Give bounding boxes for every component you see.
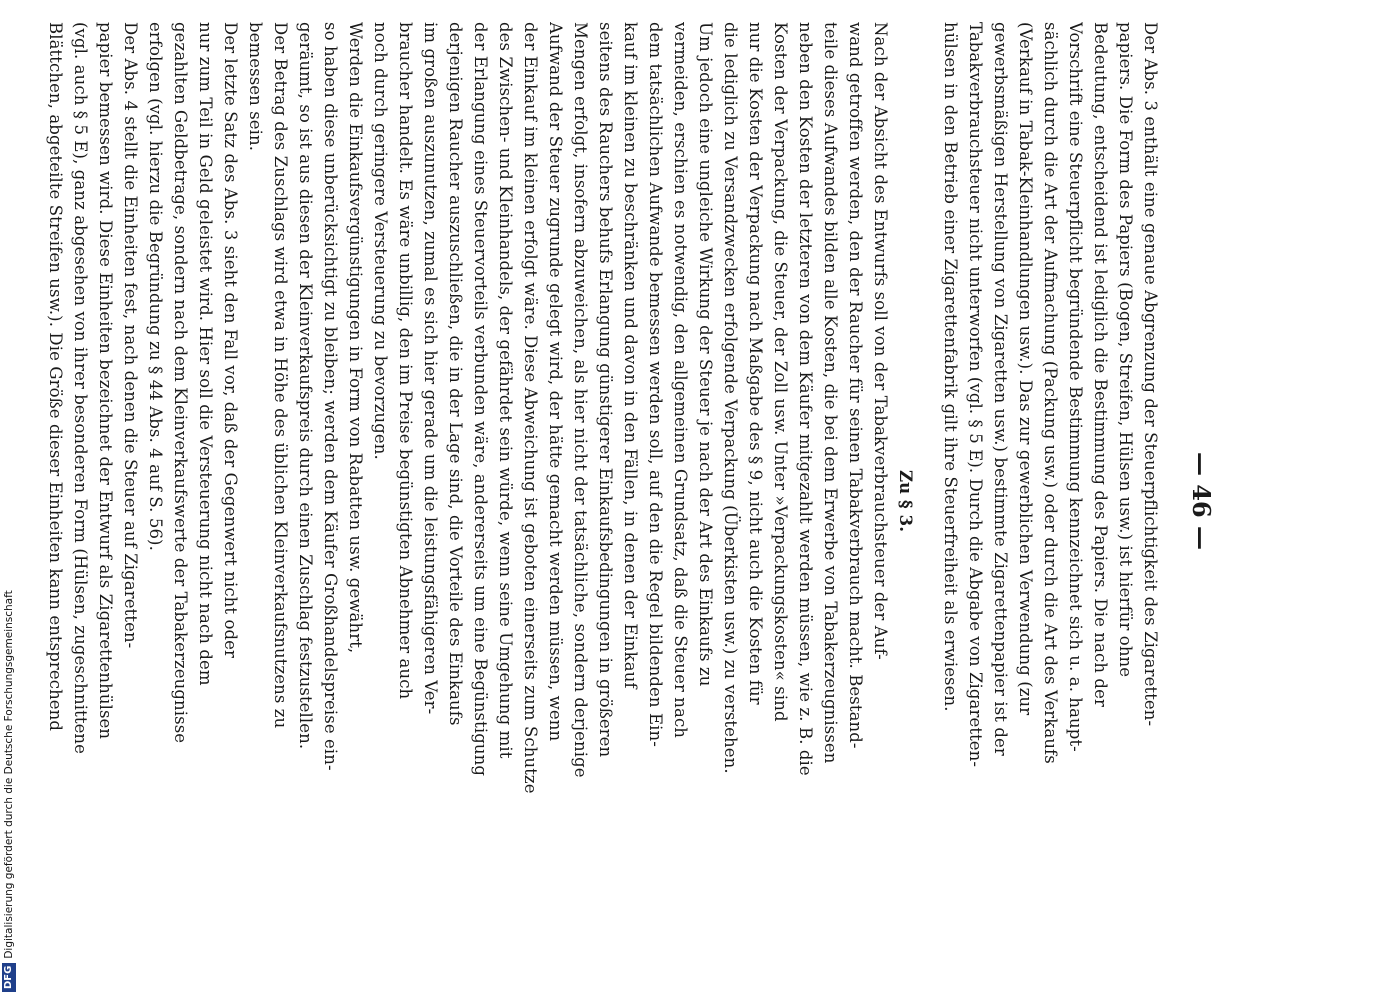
page-number: — 46 — [1187,451,1216,551]
text-line: noch durch geringere Versteuerung zu bevorzugen. [371,22,390,460]
text-line: Werden die Einkaufsvergünstigungen in Form von Rabatten usw. gewährt, [346,22,365,654]
text-line: Vorschrift eine Steuerpflicht begründende Bestimmung kennzeichnet sich u. a. haupt- [1066,22,1085,752]
section-paragraph-1 [718,22,893,980]
digitization-note: Digitalisierung gefördert durch die Deutsche Forschungsgemeinschaft [3,590,15,959]
text-line: Blättchen, abgeteilte Streifen usw.). Die Größe dieser Einheiten kann entsprechend [46,22,65,732]
text-line: neben den Kosten der letzteren von dem Käufer mitgezahlt werden müssen, wie z. B. die [796,22,815,776]
text-line: nur die Kosten der Verpackung nach Maßgabe des § 9, nicht auch die Kosten für [746,22,765,705]
text-line: so haben diese unberücksichtigt zu bleiben; werden dem Käufer Großhandelspreise ein- [321,22,340,771]
section-paragraph-5 [43,22,143,980]
text-line: sächlich durch die Art der Aufmachung (Packung usw.) oder durch die Art des Verkaufs [1041,22,1060,764]
text-line: bemessen sein. [246,22,265,152]
text-line: Der letzte Satz des Abs. 3 sieht den Fall vor, daß der Gegenwert nicht oder [221,22,240,659]
section-paragraph-4 [143,22,243,980]
text-line: Der Abs. 3 enthält eine genaue Abgrenzung der Steuerpflichtigkeit des Zigaretten- [1141,22,1160,727]
section-heading: Zu § 3. [896,469,915,533]
intro-paragraph [938,22,1163,980]
text-line: im großen auszunutzen, zumal es sich hier gerade um die leistungsfähigeren Ver- [421,22,440,715]
text-line: der Einkauf im kleinen erfolgt wäre. Diese Abweichung ist geboten einerseits zum Schutze [521,22,540,794]
page-text [43,22,1163,980]
text-line: des Zwischen- und Kleinhandels, der gefährdet sein würde, wenn seine Umgehung mit [496,22,515,759]
text-line: Der Betrag des Zuschlags wird etwa in Höhe des üblichen Kleinverkaufsnutzens zu [271,22,290,729]
text-line: braucher handelt. Es wäre unbillig, den im Preise begünstigten Abnehmer auch [396,22,415,700]
text-line: der Erlangung eines Steuervorteils verbunden wäre, andererseits um eine Begünstigung [471,22,490,777]
text-line: Tabakverbrauchsteuer nicht unterworfen (vgl. § 5 E). Durch die Abgabe von Zigaretten- [966,22,985,768]
text-line: derjenigen Raucher auszuschließen, die in der Lage sind, die Vorteile des Einkaufs [446,22,465,726]
text-line: Um jedoch eine ungleiche Wirkung der Steuer je nach der Art des Einkaufs zu [696,22,715,687]
text-line: Nach der Absicht des Entwurfs soll von der Tabakverbrauchsteuer der Auf- [871,22,890,660]
text-line: Aufwand der Steuer zugrunde gelegt wird, der hätte gemacht werden müssen, wenn [546,22,565,742]
digitization-sidebar [0,0,18,1000]
text-line: papiers. Die Form des Papiers (Bogen, Streifen, Hülsen usw.) ist hierfür ohne [1116,22,1135,678]
text-line: gezahlten Geldbetrage, sondern nach dem Kleinverkaufswerte der Tabakerzeugnisse [171,22,190,744]
text-line: erfolgen (vgl. hierzu die Begründung zu § 44 Abs. 4 auf S. 56). [146,22,165,551]
text-line: papier bemessen wird. Diese Einheiten bezeichnet der Entwurf als Zigarettenhülsen [96,22,115,740]
text-line: Kosten der Verpackung, die Steuer, der Zoll usw. Unter »Verpackungskosten« sind [771,22,790,722]
text-line: (Verkauf in Tabak-Kleinhandlungen usw.). Das zur gewerblichen Verwendung (zur [1016,22,1035,716]
text-line: hülsen in den Betrieb einer Zigarettenfabrik gilt ihre Steuerfreiheit als erwiesen. [941,22,960,712]
text-line: die lediglich zu Versandzwecken erfolgende Verpackung (Überkisten usw.) zu verstehen. [721,22,740,774]
section-paragraph-3 [243,22,368,980]
dfg-logo: DFG [2,963,16,992]
text-line: wand getroffen werden, den der Raucher für seinen Tabakverbrauch macht. Bestand- [846,22,865,749]
text-line: nur zum Teil in Geld geleistet wird. Hier soll die Versteuerung nicht nach dem [196,22,215,686]
text-line: Der Abs. 4 stellt die Einheiten fest, nach denen die Steuer auf Zigaretten- [121,22,140,649]
text-line: gewerbsmäßigen Herstellung von Zigaretten usw.) bestimmte Zigarettenpapier ist der [991,22,1010,756]
text-line: vermeiden, erschien es notwendig, den allgemeinen Grundsatz, daß die Steuer nach [671,22,690,739]
text-line: kauf im kleinen zu beschränken und davon in den Fällen, in denen der Einkauf [621,22,640,689]
text-line: (vgl. auch § 5 E), ganz abgesehen von ihrer besonderen Form (Hülsen, zugeschnittene [71,22,90,755]
scanned-page [46,18,1221,984]
text-line: teile dieses Aufwandes bilden alle Kosten, die bei dem Erwerbe von Tabakerzeugnissen [821,22,840,764]
text-line: Bedeutung, entscheidend ist lediglich die Bestimmung des Papiers. Die nach der [1091,22,1110,707]
section-paragraph-2 [368,22,718,980]
text-line: geräumt, so ist aus diesen der Kleinverkaufspreis durch einen Zuschlag festzustellen. [296,22,315,750]
text-line: Mengen erfolgt, insofern abzuweichen, als hier nicht der tatsächliche, sondern derjenige [571,22,590,778]
text-line: dem tatsächlichen Aufwande bemessen werden soll, auf den die Regel bildenden Ein- [646,22,665,747]
text-line: seitens des Rauchers behufs Erlangung günstigerer Einkaufsbedingungen in größeren [596,22,615,758]
